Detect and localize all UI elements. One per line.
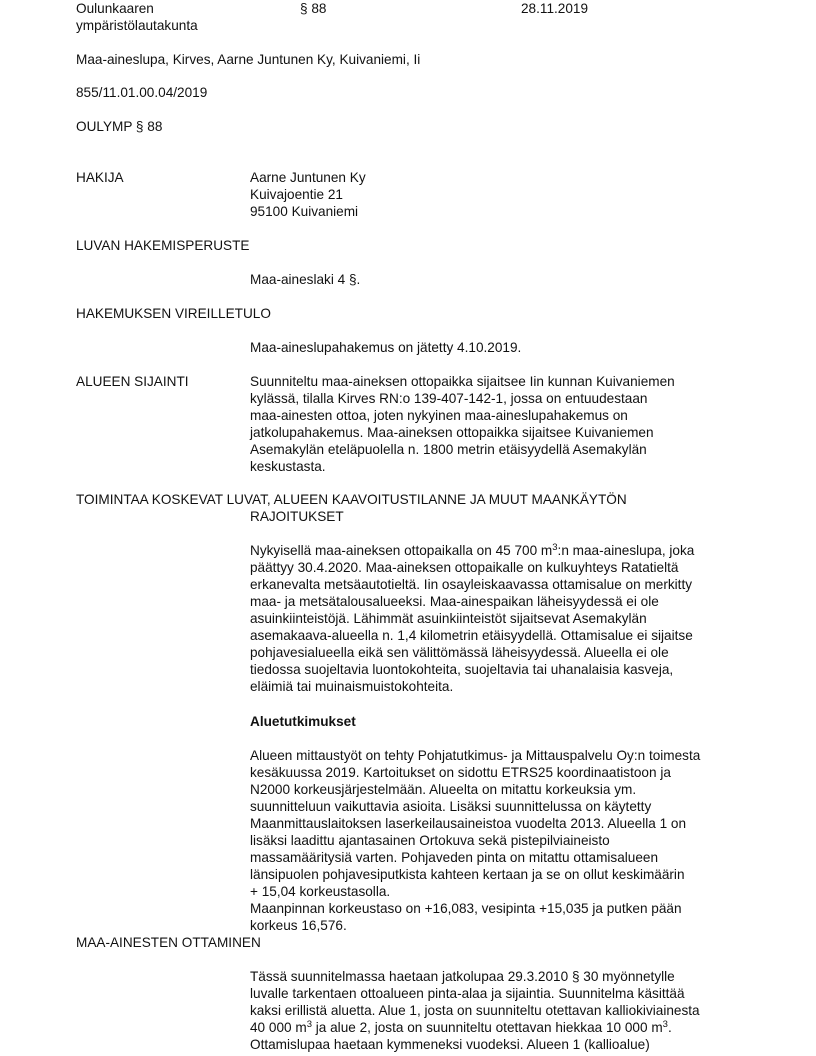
surveys-line: kesäkuussa 2019. Kartoitukset on sidottu ETRS25 koordinaatistoon ja bbox=[250, 765, 671, 780]
extraction-paragraph bbox=[250, 968, 720, 1053]
extraction-line: luvalle tarkentaen ottoalueen pinta-alaa ja sijaintia. Suunnitelma käsittää bbox=[250, 986, 685, 1001]
applicant-address bbox=[250, 169, 720, 220]
extraction-line: kaksi erillistä aluetta. Alue 1, josta on suunniteltu otettavan kalliokiviainesta bbox=[250, 1003, 700, 1018]
surveys-paragraph bbox=[250, 747, 720, 934]
land-use-first-line: Nykyisellä maa-aineksen ottopaikalla on 45 700 $m^3:n$ maa-aineslupa, joka bbox=[250, 542, 695, 558]
location-line: jatkolupahakemus. Maa-aineksen ottopaikka sijaitsee Kuivaniemen bbox=[250, 425, 654, 440]
applicant-heading: HAKIJA bbox=[76, 170, 124, 185]
surveys-line: + 15,04 korkeustasolla. bbox=[250, 884, 391, 899]
basis-text: Maa-aineslaki 4 §. bbox=[250, 272, 361, 287]
land-use-line: tiedossa suojeltavia luontokohteita, suojeltavia tai uhanalaisia kasveja, bbox=[250, 662, 674, 677]
filing-text: Maa-aineslupahakemus on jätetty 4.10.2019. bbox=[250, 340, 522, 355]
extraction-volume-line: 40 000 $m^3$ ja alue 2, josta on suunniteltu otettavan hiekkaa 10 000 $m^3$. bbox=[250, 1019, 672, 1035]
surveys-line: lisäksi laadittu ajantasainen Ortokuva sekä pistepilviaineisto bbox=[250, 833, 610, 848]
land-use-line: päättyy 30.4.2020. Maa-aineksen ottopaikalle on kulkuyhteys Ratatieltä bbox=[250, 560, 679, 575]
basis-heading: LUVAN HAKEMISPERUSTE bbox=[76, 238, 250, 253]
organization-name: Oulunkaaren bbox=[76, 1, 154, 16]
document-date: 28.11.2019 bbox=[521, 1, 589, 16]
organization-name-line2: ympäristölautakunta bbox=[76, 18, 198, 33]
land-use-heading-line2: RAJOITUKSET bbox=[250, 509, 344, 524]
surveys-heading: Aluetutkimukset bbox=[250, 714, 356, 729]
land-use-line: erkanevalta metsäautotieltä. Iin osayleiskaavassa ottamisalue on merkitty bbox=[250, 577, 693, 592]
surveys-line: Maanpinnan korkeustaso on +16,083, vesipinta +15,035 ja putken pään bbox=[250, 901, 682, 916]
land-use-line: asuinkiinteistöjä. Lähimmät asuinkiinteistöt sijaitsevat Asemakylän bbox=[250, 611, 647, 626]
land-use-line: eläimiä tai muinaismuistokohteita. bbox=[250, 679, 454, 694]
surveys-line: suunnitteluun vaikuttavia asioita. Lisäksi suunnittelussa on käytetty bbox=[250, 799, 652, 814]
land-use-line: asemakaava-alueella n. 1,4 kilometrin etäisyydellä. Ottamisalue ei sijaitse bbox=[250, 628, 693, 643]
land-use-line: pohjavesialueella eikä sen välittömässä läheisyydessä. Alueella ei ole bbox=[250, 645, 669, 660]
record-number: 855/11.01.00.04/2019 bbox=[76, 85, 208, 100]
meeting-reference: OULYMP § 88 bbox=[76, 119, 163, 134]
location-line: kylässä, tilalla Kirves RN:o 139-407-142-1, jossa on entuudestaan bbox=[250, 391, 648, 406]
location-heading: ALUEEN SIJAINTI bbox=[76, 374, 189, 389]
land-use-line: maa- ja metsätalousalueeksi. Maa-ainespaikan läheisyydessä ei ole bbox=[250, 594, 659, 609]
document-subject: Maa-aineslupa, Kirves, Aarne Juntunen Ky, Kuivaniemi, Ii bbox=[76, 52, 421, 67]
location-line: Suunniteltu maa-aineksen ottopaikka sijaitsee Iin kunnan Kuivaniemen bbox=[250, 374, 675, 389]
filing-heading: HAKEMUKSEN VIREILLETULO bbox=[76, 306, 271, 321]
applicant-street: Kuivajoentie 21 bbox=[250, 187, 343, 202]
location-paragraph bbox=[250, 373, 720, 475]
extraction-line: Tässä suunnitelmassa haetaan jatkolupaa 29.3.2010 § 30 myönnetylle bbox=[250, 969, 675, 984]
land-use-paragraph bbox=[250, 542, 720, 695]
surveys-line: korkeus 16,576. bbox=[250, 918, 347, 933]
surveys-line: Alueen mittaustyöt on tehty Pohjatutkimus- ja Mittauspalvelu Oy:n toimesta bbox=[250, 748, 701, 763]
surveys-line: Maanmittauslaitoksen laserkeilausaineistoa vuodelta 2013. Alueella 1 on bbox=[250, 816, 687, 831]
location-line: Asemakylän eteläpuolella n. 1800 metrin etäisyydellä Asemakylän bbox=[250, 442, 647, 457]
surveys-line: massamääritysiä varten. Pohjaveden pinta on mitattu ottamisalueen bbox=[250, 850, 659, 865]
land-use-heading: TOIMINTAA KOSKEVAT LUVAT, ALUEEN KAAVOITUSTILANNE JA MUUT MAANKÄYTÖN bbox=[76, 492, 627, 507]
extraction-line: Ottamislupaa haetaan kymmeneksi vuodeksi. Alueen 1 (kallioalue) bbox=[250, 1037, 650, 1052]
section-number: § 88 bbox=[300, 1, 327, 16]
extraction-heading: MAA-AINESTEN OTTAMINEN bbox=[76, 935, 261, 950]
surveys-line: N2000 korkeusjärjestelmään. Alueelta on mitattu korkeuksia ym. bbox=[250, 782, 637, 797]
location-line: keskustasta. bbox=[250, 459, 326, 474]
applicant-name: Aarne Juntunen Ky bbox=[250, 170, 366, 185]
applicant-postal: 95100 Kuivaniemi bbox=[250, 204, 359, 219]
surveys-line: länsipuolen pohjavesiputkista kahteen kertaan ja se on ollut keskimäärin bbox=[250, 867, 685, 882]
location-line: maa-ainesten ottoa, joten nykyinen maa-aineslupahakemus on bbox=[250, 408, 628, 423]
